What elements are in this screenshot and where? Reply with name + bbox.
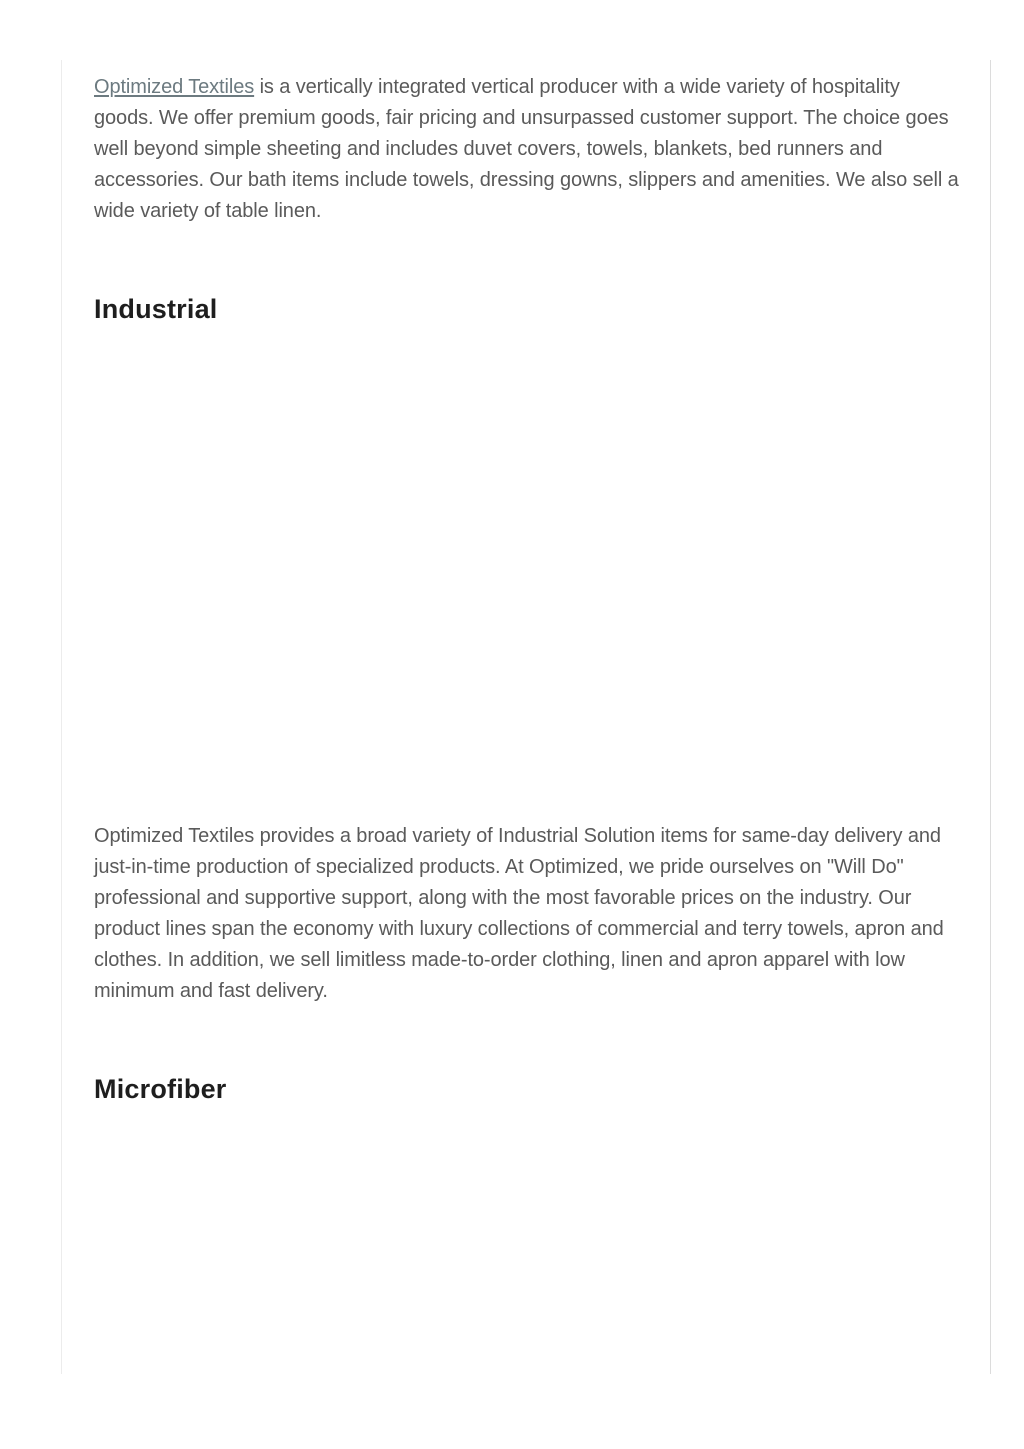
optimized-textiles-link[interactable]: Optimized Textiles — [94, 76, 255, 98]
microfiber-image-placeholder — [94, 1107, 964, 1387]
intro-text: is a vertically integrated vertical producer with a wide variety of hospitality goods. We offer premium goods, fair pricing and unsurpassed customer support. The choice goes well beyond simple sheeting and includes duvet covers, towels, blankets, bed runners and accessories. Our bath items include towels, dressing gowns, slippers and amenities. We also sell a wide variety of table linen. — [94, 76, 959, 222]
industrial-paragraph: Optimized Textiles provides a broad variety of Industrial Solution items for same-day delivery and just-in-time production of specialized products. At Optimized, we pride ourselves on "Will Do" professional and supportive support, along with the most favorable prices on the industry. Our product lines span the economy with luxury collections of commercial and terry towels, apron and clothes. In addition, we sell limitless made-to-order clothing, linen and apron apparel with low minimum and fast delivery. — [94, 825, 944, 1002]
intro-paragraph — [94, 72, 964, 227]
section-heading-industrial: Industrial — [94, 294, 218, 324]
article-body — [94, 72, 964, 1387]
industrial-image-placeholder — [94, 327, 964, 821]
section-heading-microfiber: Microfiber — [94, 1074, 227, 1104]
content-card — [61, 60, 991, 1374]
